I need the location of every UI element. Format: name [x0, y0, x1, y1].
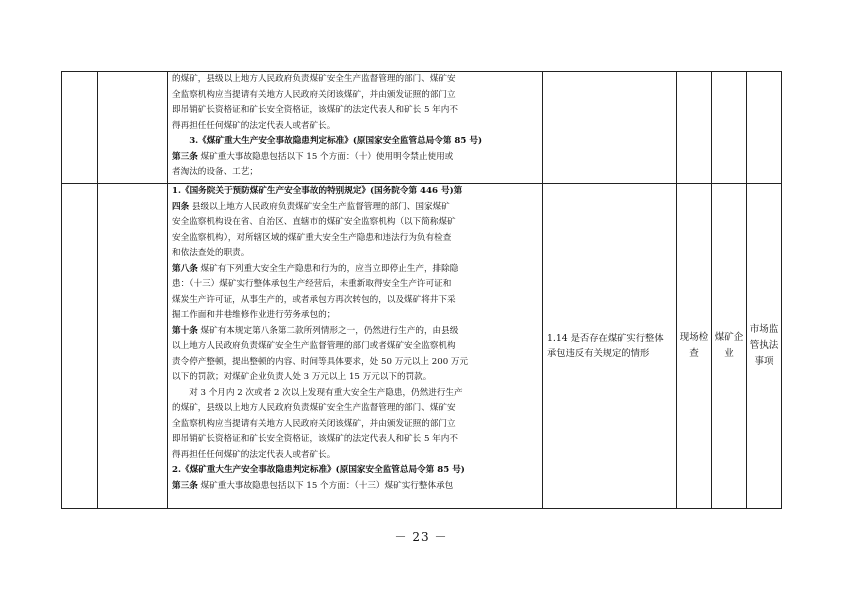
- basis-line: 安全监察机构），对所辖区域的煤矿重大安全生产隐患和违法行为负有检查: [172, 232, 452, 243]
- check-item-cell: 1.14 是否存在煤矿实行整体承包违反有关规定的情形: [543, 184, 677, 509]
- article-label: 第三条: [172, 151, 198, 162]
- basis-line: 患：（十三）煤矿实行整体承包生产经营后，未重新取得安全生产许可证和: [172, 279, 452, 289]
- article-text: 煤矿有本规定第八条第二款所列情形之一，仍然进行生产的，由县级: [197, 325, 459, 336]
- category-cell: 市场监管执法事项: [747, 184, 782, 509]
- article-text: 煤矿重大事故隐患包括以下 15 个方面：（十三）煤矿实行整体承包: [197, 480, 454, 491]
- basis-line: 全监察机构应当提请有关地方人民政府关闭该煤矿，并由颁发证照的部门立: [172, 418, 456, 429]
- basis-line: 掘工作面和井巷维修作业进行劳务承包的；: [172, 310, 336, 320]
- basis-line: 煤炭生产许可证，从事生产的，或者承包方再次转包的，以及煤矿将井下采: [172, 294, 456, 305]
- table-cell: [712, 72, 747, 184]
- basis-line: 1.《国务院关于预防煤矿生产安全事故的特别规定》(国务院令第 446 号)第: [172, 186, 463, 196]
- table-cell: [677, 72, 712, 184]
- article-text: 煤矿重大事故隐患包括以下 15 个方面：（十）使用明令禁止使用或: [197, 151, 454, 162]
- basis-line: 的煤矿，县级以上地方人民政府负责煤矿安全生产监督管理的部门、煤矿安: [172, 74, 456, 84]
- basis-line: 安全监察机构设在省、自治区、直辖市的煤矿安全监察机构（以下简称煤矿: [172, 217, 456, 227]
- legal-basis-cell: [168, 184, 543, 509]
- basis-line: 者淘汰的设备、工艺；: [172, 167, 258, 177]
- table-row: [62, 184, 782, 509]
- table-cell: [62, 184, 98, 509]
- table-cell: [543, 72, 677, 184]
- table-cell: [62, 72, 98, 184]
- basis-line: 即吊销矿长资格证和矿长安全资格证，该煤矿的法定代表人和矿长 5 年内不: [172, 434, 458, 444]
- basis-line: 以上地方人民政府负责煤矿安全生产监督管理的部门或者煤矿安全监察机构: [172, 341, 456, 351]
- article-label: 四条: [172, 201, 190, 212]
- basis-line: 的煤矿，县级以上地方人民政府负责煤矿安全生产监督管理的部门、煤矿安: [172, 403, 456, 413]
- basis-line: 全监察机构应当提请有关地方人民政府关闭该煤矿，并由颁发证照的部门立: [172, 89, 456, 100]
- basis-line: [172, 262, 538, 278]
- basis-line: 3.《煤矿重大生产安全事故隐患判定标准》(原国家安全监管总局令第 85 号): [189, 136, 483, 146]
- basis-line: [172, 479, 538, 495]
- basis-line: [172, 200, 538, 216]
- regulation-table: [61, 71, 782, 509]
- table-cell: [98, 72, 168, 184]
- check-target-cell: 煤矿企业: [712, 184, 747, 509]
- basis-line: [172, 150, 538, 166]
- basis-line: 2.《煤矿重大生产安全事故隐患判定标准》(原国家安全监管总局令第 85 号): [172, 465, 465, 475]
- page-number: － 23 －: [394, 530, 448, 544]
- article-label: 第三条: [172, 480, 198, 491]
- legal-basis-cell: [168, 72, 543, 184]
- basis-line: 以下的罚款；对煤矿企业负责人处 3 万元以上 15 万元以下的罚款。: [172, 372, 432, 382]
- table-cell: [98, 184, 168, 509]
- basis-line: 责令停产整顿，提出整顿的内容、时间等具体要求，处 50 万元以上 200 万元: [172, 356, 469, 367]
- table-row: [62, 72, 782, 184]
- basis-line: [172, 324, 538, 340]
- basis-line: 对 3 个月内 2 次或者 2 次以上发现有重大安全生产隐患，仍然进行生产: [189, 387, 463, 398]
- article-label: 第八条: [172, 263, 198, 274]
- article-text: 县级以上地方人民政府负责煤矿安全生产监督管理的部门、国家煤矿: [189, 201, 450, 212]
- basis-line: 和依法查处的职责。: [172, 248, 250, 258]
- basis-line: 得再担任任何煤矿的法定代表人或者矿长。: [172, 120, 336, 131]
- table-cell: [747, 72, 782, 184]
- basis-line: 得再担任任何煤矿的法定代表人或者矿长。: [172, 449, 336, 460]
- article-label: 第十条: [172, 325, 198, 336]
- article-text: 煤矿有下列重大安全生产隐患和行为的，应当立即停止生产，排除隐: [197, 263, 459, 274]
- basis-line: 即吊销矿长资格证和矿长安全资格证，该煤矿的法定代表人和矿长 5 年内不: [172, 105, 458, 115]
- check-method-cell: 现场检查: [677, 184, 712, 509]
